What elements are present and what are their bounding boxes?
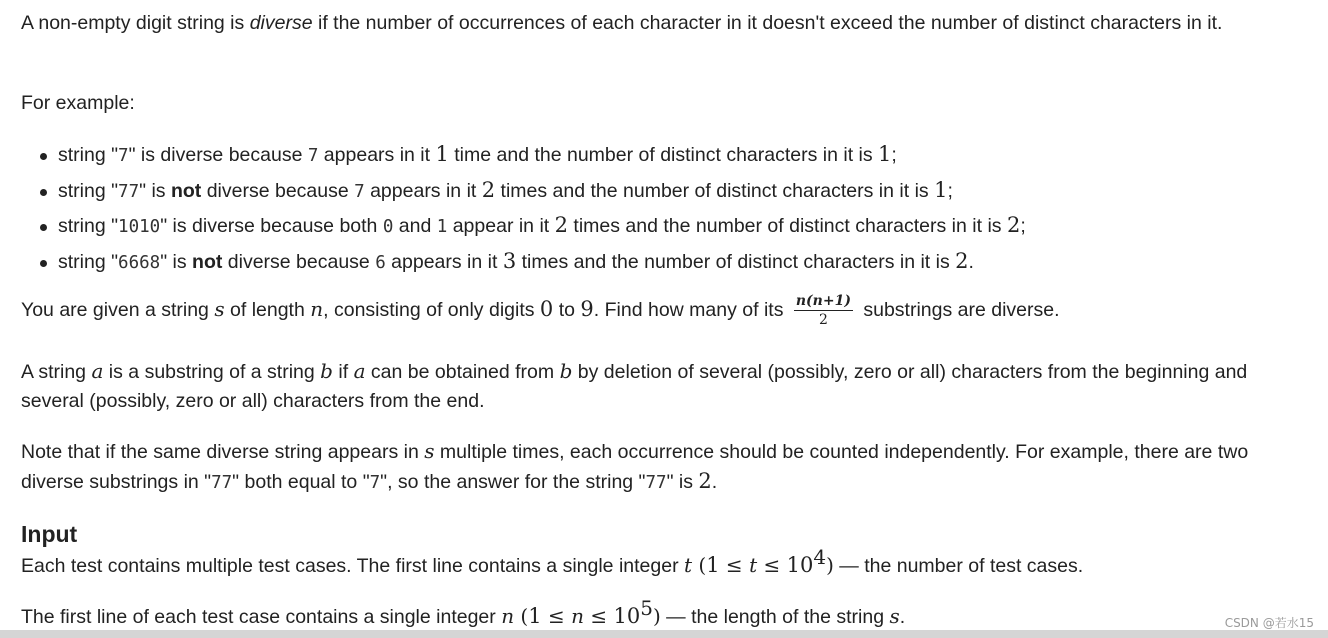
code-snippet: 77 <box>211 473 233 493</box>
math-number: 1 <box>706 553 720 577</box>
code-snippet: 7 <box>369 473 381 493</box>
code-snippet: 1010 <box>118 217 161 237</box>
math-variable: s <box>214 297 225 321</box>
for-example-label: For example: <box>21 92 135 114</box>
emphasis-not: not <box>192 250 223 273</box>
math-exponent: 5 <box>640 596 653 620</box>
math-variable: a <box>91 359 104 383</box>
math-number: 1 <box>878 142 892 166</box>
watermark: CSDN @若水15 <box>1224 616 1314 630</box>
math-number: 9 <box>580 297 594 321</box>
math-variable: t <box>749 553 758 577</box>
math-number: 2 <box>481 177 496 202</box>
note-paragraph: Note that if the same diverse string appears in s multiple times, each occurrence should be counted independently. For example, there are two diverse substrings in "77" both equal to "7", so the answer for the string "77" is 2. <box>21 439 1249 493</box>
input-heading: Input <box>21 521 78 547</box>
math-number: 2 <box>698 469 712 493</box>
example-item: string "1010" is diverse because both 0 and 1 appear in it 2 times and the number of distinct characters in it is 2; <box>38 209 1328 245</box>
task-paragraph: You are given a string s of length n, consisting of only digits 0 to 9. Find how many of its $\frac{n(n+1)}{2}$ substrings are diverse. <box>21 293 1060 329</box>
math-variable: t <box>683 553 693 577</box>
input-test-count-paragraph: Each test contains multiple test cases. The first line contains a single integer t $(1 \le t \le 10^4)$ — the number of test cases. <box>21 545 1084 577</box>
math-number: 2 <box>955 248 969 273</box>
code-snippet: 7 <box>307 146 319 166</box>
math-variable: b <box>559 359 573 383</box>
math-number: 0 <box>539 297 554 321</box>
math-number: 3 <box>502 248 517 273</box>
math-number: 1 <box>435 142 449 166</box>
emphasis-not: not <box>170 179 202 202</box>
fraction-numerator: n(n+1) <box>795 293 851 310</box>
math-variable: s <box>424 439 435 463</box>
fraction-denominator: 2 <box>818 312 828 329</box>
fraction <box>794 293 853 328</box>
code-snippet: 6668 <box>118 252 161 273</box>
horizontal-scrollbar-track[interactable] <box>0 630 1328 638</box>
math-variable: n <box>501 604 515 628</box>
code-snippet: 77 <box>645 473 667 493</box>
math-number: 1 <box>934 177 948 202</box>
examples-list <box>21 138 1328 280</box>
math-variable: a <box>353 359 366 383</box>
input-length-paragraph: The first line of each test case contains a single integer n $(1 \le n \le 10^5)$ — the length of the string s. <box>21 596 906 628</box>
example-item: string "7" is diverse because 7 appears in it 1 time and the number of distinct characters in it is 1; <box>38 138 1328 174</box>
math-exponent: 4 <box>813 545 827 569</box>
code-snippet: 77 <box>118 181 140 202</box>
code-snippet: 6 <box>375 252 386 273</box>
example-item: string "6668" is not diverse because 6 appears in it 3 times and the number of distinct characters in it is 2. <box>38 245 1328 281</box>
code-snippet: 7 <box>118 146 129 166</box>
math-variable: n <box>571 604 584 628</box>
math-variable: s <box>889 604 900 628</box>
definition-paragraph: A non-empty digit string is diverse if the number of occurrences of each character in it doesn't exceed the number of distinct characters in it. <box>21 12 1223 34</box>
substring-definition-paragraph: A string a is a substring of a string b if a can be obtained from b by deletion of several (possibly, zero or all) characters from the beginning and several (possibly, zero or all) characters from the end. <box>21 359 1248 412</box>
example-item: string "77" is not diverse because 7 appears in it 2 times and the number of distinct characters in it is 1; <box>38 174 1328 210</box>
math-number: 2 <box>1006 213 1021 237</box>
code-snippet: 7 <box>354 181 365 202</box>
math-number: 10 <box>613 604 641 628</box>
math-number: 1 <box>528 604 542 628</box>
math-variable: b <box>320 359 333 383</box>
code-snippet: 0 <box>382 217 394 237</box>
code-snippet: 1 <box>436 217 448 237</box>
math-number: 10 <box>786 553 814 577</box>
diverse-term: diverse <box>249 12 313 34</box>
math-number: 2 <box>554 213 568 237</box>
math-variable: n <box>310 297 324 321</box>
